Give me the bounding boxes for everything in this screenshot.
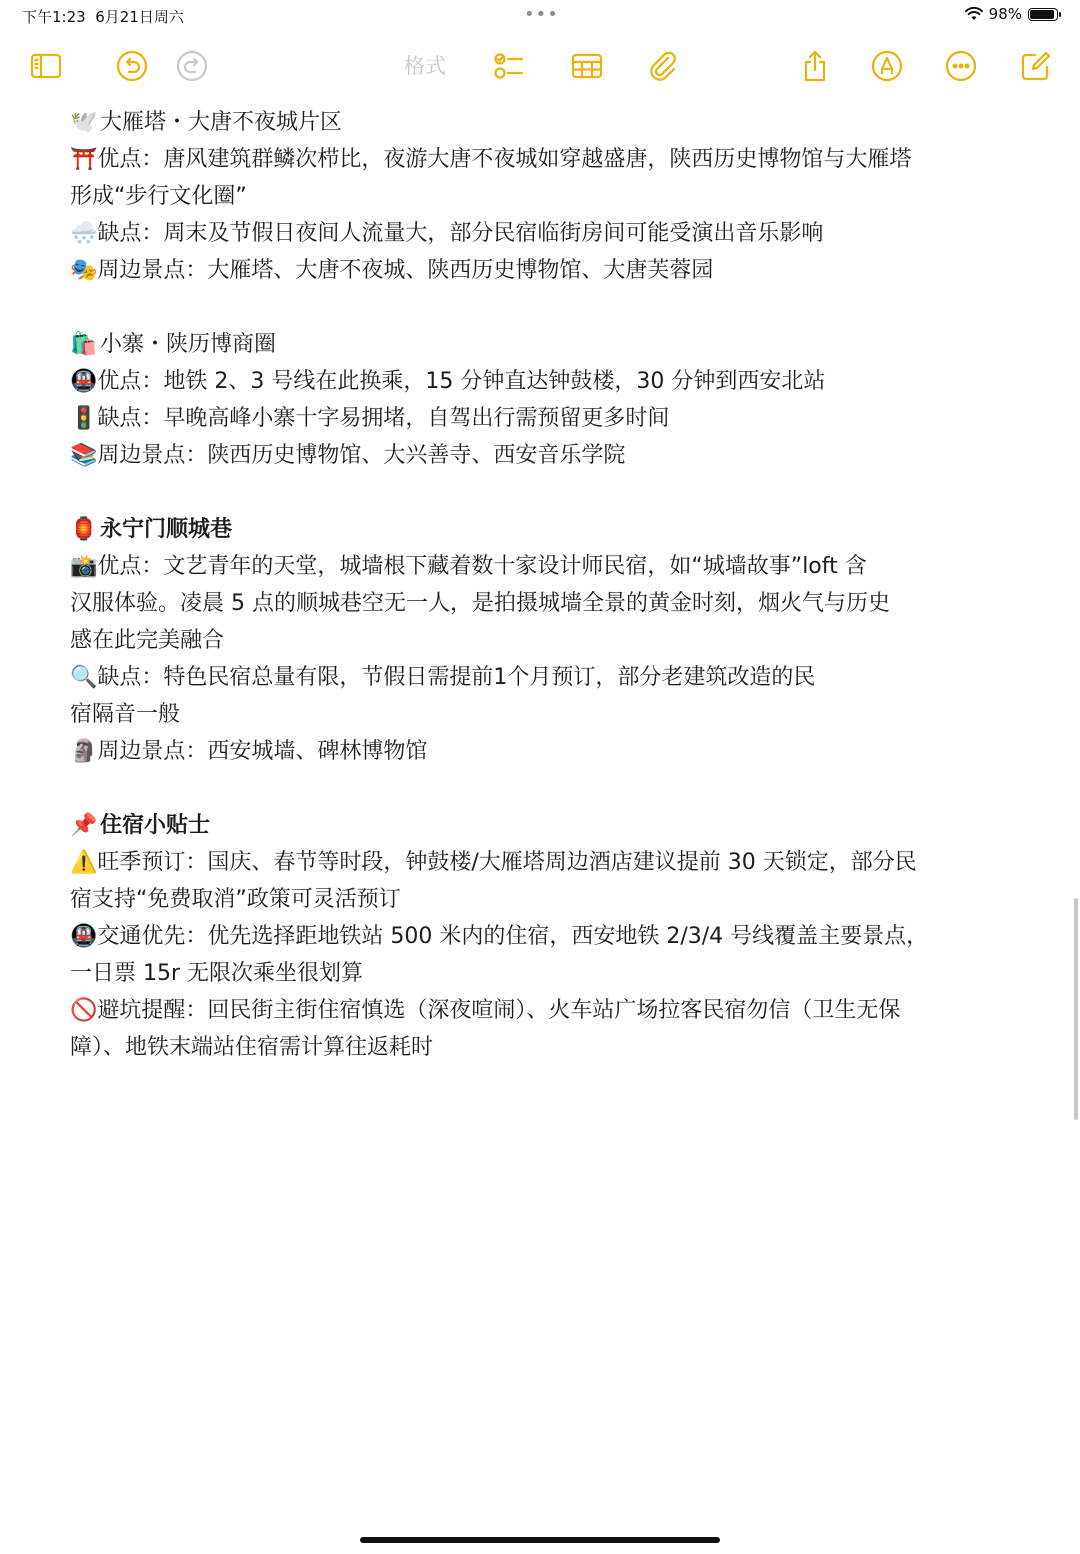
shopping-bags-icon: 🛍️	[70, 332, 98, 357]
note-line: 🚦缺点：早晚高峰小寨十字易拥堵，自驾出行需预留更多时间	[70, 406, 670, 431]
blank-line	[70, 770, 1020, 807]
note-line: 🗿周边景点：西安城墙、碑林博物馆	[70, 739, 428, 764]
undo-button[interactable]	[112, 46, 152, 86]
status-bar	[0, 0, 1080, 32]
battery-icon	[1028, 8, 1058, 21]
attachment-icon	[646, 49, 680, 83]
multitasking-dots[interactable]: •••	[524, 4, 559, 25]
more-button[interactable]	[941, 46, 981, 86]
note-line: ⛩️优点：唐风建筑群鳞次栉比，夜游大唐不夜城如穿越盛唐，陕西历史博物馆与大雁塔	[70, 147, 912, 172]
note-line: 🚇优点：地铁 2、3 号线在此换乘，15 分钟直达钟鼓楼，30 分钟到西安北站	[70, 369, 826, 394]
table-button[interactable]	[567, 46, 607, 86]
markup-button[interactable]	[867, 46, 907, 86]
status-right	[965, 5, 1058, 23]
scrollbar[interactable]	[1074, 898, 1078, 1120]
table-icon	[570, 49, 604, 83]
sidebar-toggle-button[interactable]	[26, 46, 66, 86]
blank-line	[70, 289, 1020, 326]
section-title: 📌 住宿小贴士	[70, 807, 1020, 844]
blank-line	[70, 474, 1020, 511]
note-line: 🌨️缺点：周末及节假日夜间人流量大，部分民宿临街房间可能受演出音乐影响	[70, 221, 824, 246]
checklist-icon	[491, 49, 525, 83]
note-line: 📸优点：文艺青年的天堂，城墙根下藏着数十家设计师民宿，如“城墙故事”loft 含	[70, 554, 867, 579]
note-line: 宿支持“免费取消”政策可灵活预订	[70, 887, 401, 912]
wifi-icon	[965, 7, 983, 21]
checklist-button[interactable]	[488, 46, 528, 86]
battery-percent: 98%	[988, 5, 1022, 23]
note-line: 汉服体验。凌晨 5 点的顺城巷空无一人，是拍摄城墙全景的黄金时刻，烟火气与历史	[70, 591, 890, 616]
section-title: 🏮 永宁门顺城巷	[70, 511, 1020, 548]
note-line: ⚠️旺季预订：国庆、春节等时段，钟鼓楼/大雁塔周边酒店建议提前 30 天锁定，部分民	[70, 850, 917, 875]
section-title: 🕊️ 大雁塔・大唐不夜城片区	[70, 104, 1020, 141]
undo-icon	[115, 49, 149, 83]
note-line: 感在此完美融合	[70, 628, 225, 653]
section-title: 🛍️ 小寨・陕历博商圈	[70, 326, 1020, 363]
note-line: 🔍缺点：特色民宿总量有限，节假日需提前1个月预订，部分老建筑改造的民	[70, 665, 816, 690]
sidebar-icon	[29, 49, 63, 83]
note-line: 宿隔音一般	[70, 702, 181, 727]
format-button[interactable]: 格式	[404, 54, 446, 78]
note-line: 📚周边景点：陕西历史博物馆、大兴善寺、西安音乐学院	[70, 443, 626, 468]
note-line: 🎭周边景点：大雁塔、大唐不夜城、陕西历史博物馆、大唐芙蓉园	[70, 258, 714, 283]
note-line: 🚫避坑提醒：回民街主街住宿慎选（深夜喧闹）、火车站广场拉客民宿勿信（卫生无保	[70, 998, 901, 1023]
note-line: 一日票 15r 无限次乘坐很划算	[70, 961, 364, 986]
lantern-icon: 🏮	[70, 517, 98, 542]
status-time: 下午1:23 6月21日周六	[22, 8, 184, 26]
compose-button[interactable]	[1016, 46, 1056, 86]
dove-icon: 🕊️	[70, 110, 98, 135]
note-line: 形成“步行文化圈”	[70, 184, 247, 209]
compose-icon	[1019, 49, 1053, 83]
share-icon	[798, 49, 832, 83]
markup-icon	[870, 49, 904, 83]
note-line: 障）、地铁末端站住宿需计算往返耗时	[70, 1035, 434, 1060]
home-indicator[interactable]	[360, 1537, 720, 1543]
redo-button[interactable]	[172, 46, 212, 86]
more-icon	[944, 49, 978, 83]
pushpin-icon: 📌	[70, 813, 98, 838]
share-button[interactable]	[795, 46, 835, 86]
redo-icon	[175, 49, 209, 83]
toolbar	[0, 40, 1080, 92]
attachment-button[interactable]	[643, 46, 683, 86]
note-line: 🚇交通优先：优先选择距地铁站 500 米内的住宿，西安地铁 2/3/4 号线覆盖主要景点，	[70, 924, 929, 949]
note-body[interactable]	[70, 104, 1020, 1066]
